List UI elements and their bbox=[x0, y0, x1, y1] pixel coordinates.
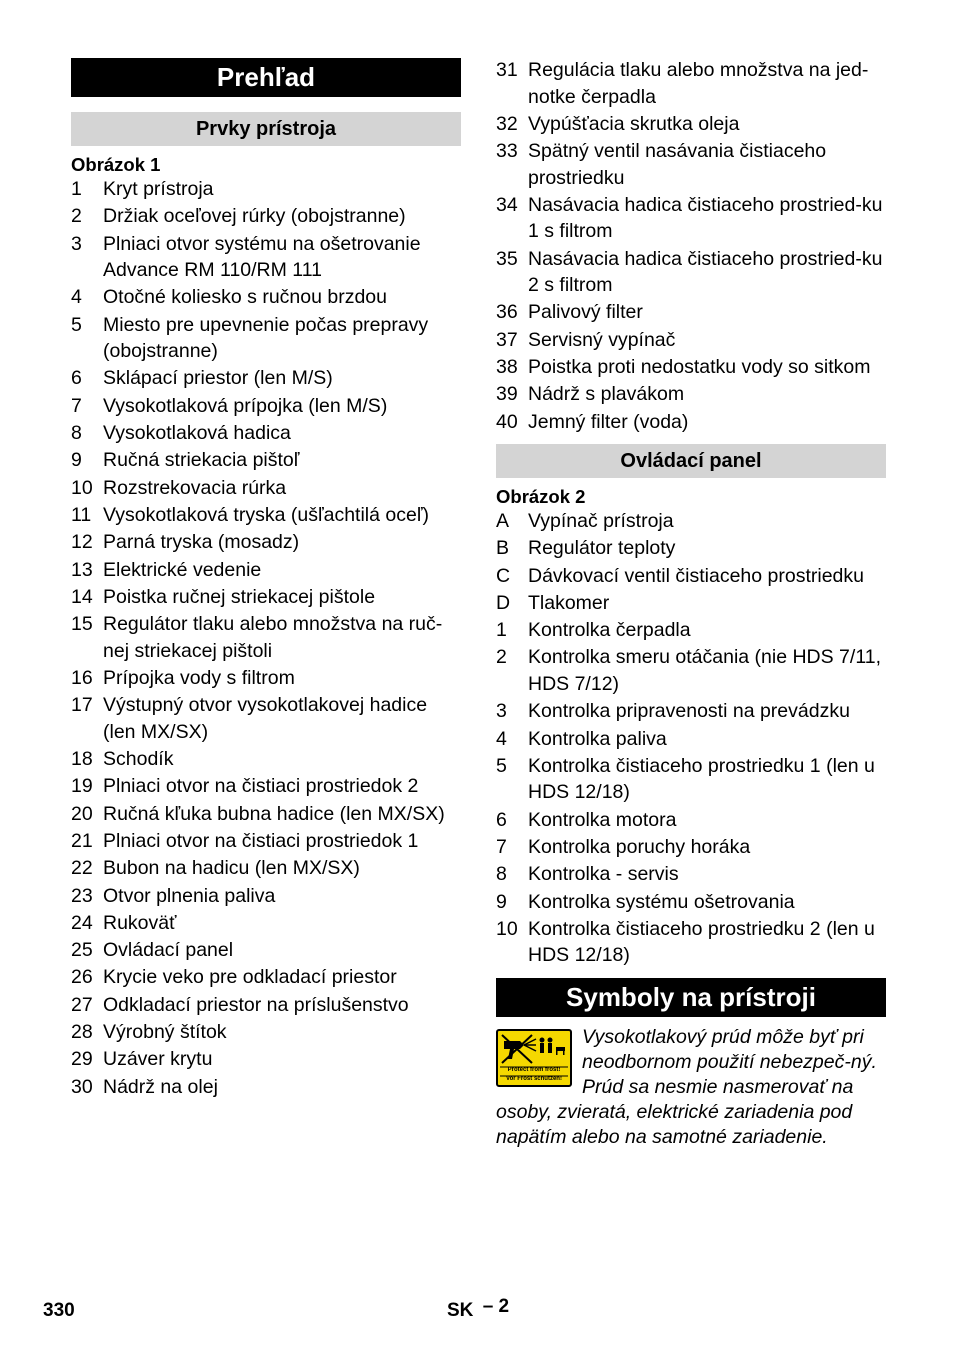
list-item bbox=[496, 381, 886, 408]
list-item-text: Plniaci otvor na čistiaci prostriedok 1 bbox=[103, 829, 419, 852]
warning-text: Vysokotlakový prúd môže byť pri neodbornom použití nebezpeč-ný. Prúd sa nesmie nasmerovať na osoby, zvieratá, elektrické zariadenia pod napätím alebo na samotné zariadenie. bbox=[496, 1025, 877, 1148]
list-item-text: Držiak oceľovej rúrky (obojstranne) bbox=[103, 205, 406, 228]
list-item-text: Rukoväť bbox=[103, 911, 177, 934]
device-parts-list-continued bbox=[496, 57, 886, 436]
list-item bbox=[71, 665, 461, 692]
list-item bbox=[496, 916, 886, 970]
list-item bbox=[496, 246, 886, 300]
list-item-number: 10 bbox=[71, 476, 93, 499]
list-item-text: Ručná striekacia pištoľ bbox=[103, 449, 300, 472]
list-item bbox=[71, 1019, 461, 1046]
list-item bbox=[71, 365, 461, 392]
list-item-text: Kontrolka čistiaceho prostriedku 1 (len u HDS 12/18) bbox=[528, 754, 875, 804]
list-item-number: 3 bbox=[496, 700, 507, 723]
list-item bbox=[71, 773, 461, 800]
list-item-number: 23 bbox=[71, 884, 93, 907]
list-item-text: Krycie veko pre odkladací priestor bbox=[103, 966, 397, 989]
subsection-heading-device-parts: Prvky prístroja bbox=[71, 112, 461, 146]
list-item-text: Kontrolka motora bbox=[528, 808, 677, 831]
list-item-number: 24 bbox=[71, 911, 93, 934]
list-item-text: Výrobný štítok bbox=[103, 1021, 227, 1044]
list-item-text: Bubon na hadicu (len MX/SX) bbox=[103, 857, 360, 880]
list-item bbox=[496, 563, 886, 590]
list-item bbox=[496, 861, 886, 888]
list-item-text: Vysokotlaková tryska (ušľachtilá oceľ) bbox=[103, 503, 430, 526]
list-item bbox=[71, 910, 461, 937]
list-item bbox=[496, 617, 886, 644]
list-item bbox=[71, 475, 461, 502]
list-item-text: Plniaci otvor systému na ošetrovanie Advance RM 110/RM 111 bbox=[103, 232, 421, 282]
list-item-number: 36 bbox=[496, 301, 518, 324]
page-footer-lang bbox=[447, 1296, 510, 1322]
list-item-text: Nádrž s plavákom bbox=[528, 383, 685, 406]
right-column bbox=[496, 58, 886, 1150]
subsection-heading-control-panel: Ovládací panel bbox=[496, 444, 886, 478]
list-item-number: 22 bbox=[71, 857, 93, 880]
list-item-text: Elektrické vedenie bbox=[103, 558, 262, 581]
list-item-number: 21 bbox=[71, 829, 93, 852]
list-item-number: 8 bbox=[496, 863, 507, 886]
list-item-number: 34 bbox=[496, 193, 518, 216]
list-item-text: Schodík bbox=[103, 748, 174, 771]
list-item-number: 20 bbox=[71, 802, 93, 825]
list-item-number: 9 bbox=[71, 449, 82, 472]
list-item-text: Nasávacia hadica čistiaceho prostried-ku 2 s filtrom bbox=[528, 247, 883, 297]
left-column bbox=[71, 58, 461, 1101]
list-item-number: 1 bbox=[496, 619, 507, 642]
list-item-number: 4 bbox=[71, 286, 82, 309]
list-item bbox=[496, 409, 886, 436]
list-item-text: Odkladací priestor na príslušenstvo bbox=[103, 993, 409, 1016]
list-item-number: 33 bbox=[496, 140, 518, 163]
list-item-text: Spätný ventil nasávania čistiaceho prostriedku bbox=[528, 140, 827, 189]
list-item-text: Regulátor tlaku alebo množstva na ruč-nej striekacej pištoli bbox=[103, 613, 443, 662]
list-item-number: 40 bbox=[496, 410, 518, 433]
list-item bbox=[496, 644, 886, 698]
section-heading-overview: Prehľad bbox=[71, 58, 461, 97]
list-item-number: 35 bbox=[496, 247, 518, 270]
list-item-text: Tlakomer bbox=[528, 591, 610, 614]
list-item-number: 15 bbox=[71, 613, 93, 636]
list-item-text: Ovládací panel bbox=[103, 939, 234, 962]
list-item bbox=[496, 535, 886, 562]
list-item bbox=[71, 1074, 461, 1101]
list-item-text: Prípojka vody s filtrom bbox=[103, 666, 295, 689]
list-item-text: Kontrolka systému ošetrovania bbox=[528, 890, 795, 913]
list-item-number: 2 bbox=[71, 205, 82, 228]
list-item-number: 17 bbox=[71, 694, 93, 717]
list-item bbox=[71, 855, 461, 882]
list-item-text: Servisný vypínač bbox=[528, 328, 676, 351]
list-item bbox=[71, 393, 461, 420]
list-item bbox=[71, 964, 461, 991]
list-item bbox=[71, 203, 461, 230]
list-item-number: 26 bbox=[71, 966, 93, 989]
list-item bbox=[71, 828, 461, 855]
list-item bbox=[496, 834, 886, 861]
sign-text-protect-from-frost: Protect from frost! bbox=[507, 1066, 561, 1073]
list-item-number: 7 bbox=[71, 394, 82, 417]
list-item bbox=[71, 801, 461, 828]
list-item-text: Plniaci otvor na čistiaci prostriedok 2 bbox=[103, 775, 419, 798]
list-item bbox=[71, 502, 461, 529]
list-item-number: 19 bbox=[71, 775, 93, 798]
list-item-number: B bbox=[496, 537, 510, 560]
list-item-number: 7 bbox=[496, 835, 507, 858]
list-item-number: 14 bbox=[71, 585, 93, 608]
list-item bbox=[496, 138, 886, 192]
list-item bbox=[71, 176, 461, 203]
list-item-number: 29 bbox=[71, 1048, 93, 1071]
list-item-text: Sklápací priestor (len M/S) bbox=[103, 367, 333, 390]
list-item bbox=[71, 1046, 461, 1073]
list-item bbox=[496, 726, 886, 753]
list-item-text: Výstupný otvor vysokotlakovej hadice (len MX/SX) bbox=[103, 694, 428, 743]
list-item bbox=[71, 231, 461, 285]
list-item-number: 18 bbox=[71, 748, 93, 771]
list-item-text: Kontrolka poruchy horáka bbox=[528, 835, 751, 858]
list-item-number: 4 bbox=[496, 727, 507, 750]
section-heading-symbols: Symboly na prístroji bbox=[496, 978, 886, 1017]
list-item bbox=[71, 284, 461, 311]
list-item-number: A bbox=[496, 509, 510, 532]
list-item-text: Poistka proti nedostatku vody so sitkom bbox=[528, 356, 871, 379]
list-item-text: Nádrž na olej bbox=[103, 1075, 218, 1098]
list-item-text: Miesto pre upevnenie počas prepravy (obojstranne) bbox=[103, 313, 429, 363]
list-item bbox=[496, 807, 886, 834]
list-item-number: 37 bbox=[496, 328, 518, 351]
list-item bbox=[71, 312, 461, 366]
list-item-text: Ručná kľuka bubna hadice (len MX/SX) bbox=[103, 802, 445, 825]
warning-symbol-block bbox=[496, 1025, 886, 1150]
list-item-number: 1 bbox=[71, 178, 82, 200]
list-item bbox=[71, 692, 461, 746]
list-item bbox=[71, 992, 461, 1019]
list-item-text: Kontrolka pripravenosti na prevádzku bbox=[528, 700, 850, 723]
list-item-text: Otočné koliesko s ručnou brzdou bbox=[103, 286, 387, 309]
list-item bbox=[71, 529, 461, 556]
list-item-number: 3 bbox=[71, 232, 82, 255]
list-item bbox=[496, 590, 886, 617]
list-item bbox=[496, 354, 886, 381]
list-item-text: Kontrolka smeru otáčania (nie HDS 7/11, HDS 7/12) bbox=[528, 646, 881, 695]
list-item-number: 12 bbox=[71, 531, 93, 554]
list-item-text: Jemný filter (voda) bbox=[528, 410, 689, 433]
list-item bbox=[71, 883, 461, 910]
list-item-text: Rozstrekovacia rúrka bbox=[103, 476, 287, 499]
list-item-text: Kontrolka paliva bbox=[528, 727, 667, 750]
list-item-number: 5 bbox=[71, 313, 82, 336]
list-item-text: Palivový filter bbox=[528, 301, 643, 324]
list-item bbox=[496, 889, 886, 916]
list-item-text: Otvor plnenia paliva bbox=[103, 884, 276, 907]
list-item-text: Kryt prístroja bbox=[103, 178, 214, 200]
list-item-number: 25 bbox=[71, 939, 93, 962]
list-item-number: 6 bbox=[496, 808, 507, 831]
list-item bbox=[496, 111, 886, 138]
list-item-text: Vysokotlaková hadica bbox=[103, 422, 291, 445]
list-item-number: 30 bbox=[71, 1075, 93, 1098]
page-number: 330 bbox=[43, 1300, 75, 1321]
list-item bbox=[71, 611, 461, 665]
list-item-number: 31 bbox=[496, 59, 518, 81]
list-item bbox=[496, 698, 886, 725]
figure-label-2: Obrázok 2 bbox=[496, 485, 586, 507]
list-item-text: Vypúšťacia skrutka oleja bbox=[528, 112, 740, 135]
list-item-text: Dávkovací ventil čistiaceho prostriedku bbox=[528, 564, 864, 587]
list-item-number: 10 bbox=[496, 917, 518, 940]
list-item bbox=[71, 584, 461, 611]
list-item-text: Nasávacia hadica čistiaceho prostried-ku 1 s filtrom bbox=[528, 193, 883, 243]
list-item-number: D bbox=[496, 591, 511, 614]
list-item bbox=[496, 753, 886, 807]
list-item-text: Kontrolka čistiaceho prostriedku 2 (len u HDS 12/18) bbox=[528, 917, 875, 967]
list-item bbox=[71, 420, 461, 447]
list-item-number: 38 bbox=[496, 356, 518, 379]
list-item-text: Regulátor teploty bbox=[528, 537, 676, 560]
list-item-number: 28 bbox=[71, 1021, 93, 1044]
list-item bbox=[71, 937, 461, 964]
device-parts-list bbox=[71, 176, 461, 1101]
list-item-number: 2 bbox=[496, 646, 507, 669]
list-item-text: Parná tryska (mosadz) bbox=[103, 531, 300, 554]
sign-text-vor-frost-schuetzen: Vor Frost schützen! bbox=[506, 1075, 562, 1082]
footer-lang-code: SK bbox=[447, 1300, 474, 1321]
list-item bbox=[71, 746, 461, 773]
list-item bbox=[496, 192, 886, 246]
warning-sign-icon bbox=[496, 1029, 572, 1087]
list-item-text: Regulácia tlaku alebo množstva na jed-notke čerpadla bbox=[528, 59, 869, 108]
list-item bbox=[71, 557, 461, 584]
list-item-number: 6 bbox=[71, 367, 82, 390]
list-item bbox=[496, 327, 886, 354]
list-item-text: Kontrolka - servis bbox=[528, 863, 679, 886]
control-panel-list bbox=[496, 508, 886, 970]
list-item-text: Uzáver krytu bbox=[103, 1048, 213, 1071]
list-item bbox=[496, 57, 886, 111]
list-item-text: Vysokotlaková prípojka (len M/S) bbox=[103, 394, 388, 417]
list-item-number: C bbox=[496, 564, 511, 587]
list-item-text: Vypínač prístroja bbox=[528, 509, 674, 532]
list-item-number: 39 bbox=[496, 383, 518, 406]
list-item-number: 11 bbox=[71, 503, 92, 526]
list-item-text: Poistka ručnej striekacej pištole bbox=[103, 585, 376, 608]
list-item bbox=[496, 299, 886, 326]
list-item-number: 13 bbox=[71, 558, 93, 581]
list-item bbox=[71, 447, 461, 474]
list-item-number: 27 bbox=[71, 993, 93, 1016]
list-item-number: 5 bbox=[496, 754, 507, 777]
list-item-text: Kontrolka čerpadla bbox=[528, 619, 691, 642]
list-item-number: 8 bbox=[71, 422, 82, 445]
footer-page-suffix: – 2 bbox=[482, 1296, 510, 1317]
list-item-number: 16 bbox=[71, 666, 93, 689]
list-item bbox=[496, 508, 886, 535]
figure-label-1: Obrázok 1 bbox=[71, 154, 161, 175]
list-item-number: 32 bbox=[496, 112, 518, 135]
list-item-number: 9 bbox=[496, 890, 507, 913]
